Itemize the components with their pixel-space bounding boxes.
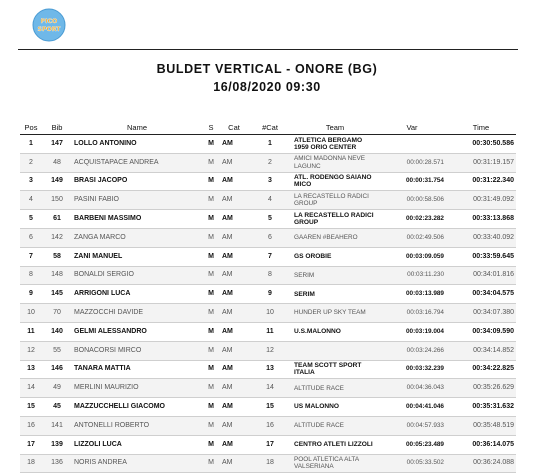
team-cell: AMICI MADONNA NEVE LAGUNC xyxy=(294,155,366,170)
gap-cell: 00:05:23.489 xyxy=(405,440,444,448)
table-row xyxy=(20,304,516,323)
sex-cell: M xyxy=(208,327,214,335)
category-rank-cell: 4 xyxy=(268,196,272,204)
category-rank-cell: 6 xyxy=(268,233,272,241)
table-row xyxy=(20,191,516,210)
athlete-name: ANTONELLI ROBERTO xyxy=(74,421,150,429)
bib-cell: 146 xyxy=(51,365,63,373)
athlete-name: LIZZOLI LUCA xyxy=(74,440,122,448)
time-cell: 00:31:22.340 xyxy=(472,177,514,185)
sex-cell: M xyxy=(208,384,214,392)
category-cell: AM xyxy=(222,290,233,298)
team-cell: CENTRO ATLETI LIZZOLI xyxy=(294,441,373,449)
team-cell: HUNDER UP SKY TEAM xyxy=(294,309,366,317)
position-cell: 18 xyxy=(27,459,35,467)
position-cell: 12 xyxy=(27,346,35,354)
team-cell: U.S.MALONNO xyxy=(294,328,341,336)
position-cell: 5 xyxy=(29,215,33,223)
time-cell: 00:35:31.632 xyxy=(472,403,514,411)
athlete-name: ACQUISTAPACE ANDREA xyxy=(74,158,159,166)
col-header-time: Time xyxy=(446,120,516,135)
time-cell: 00:34:14.852 xyxy=(473,346,514,354)
team-cell: LA RECASTELLO RADICI GROUP xyxy=(294,193,369,208)
gap-cell: 00:03:16.794 xyxy=(406,309,444,317)
athlete-name: BARBENI MASSIMO xyxy=(74,215,142,223)
gap-cell: 00:03:24.266 xyxy=(406,346,444,354)
category-rank-cell: 17 xyxy=(266,440,274,448)
gap-cell: 00:02:49.506 xyxy=(406,233,444,241)
category-cell: AM xyxy=(222,403,233,411)
team-cell: POOL ATLETICA ALTA VALSERIANA xyxy=(294,456,359,471)
gap-cell xyxy=(378,135,446,154)
athlete-name: ARRIGONI LUCA xyxy=(74,290,131,298)
sex-cell: M xyxy=(208,177,214,185)
time-cell: 00:36:24.088 xyxy=(473,459,514,467)
table-row xyxy=(20,398,516,417)
team-cell: GAAREN #BEAHERO xyxy=(294,234,358,242)
athlete-name: MAZZOCCHI DAVIDE xyxy=(74,309,144,317)
category-cell: AM xyxy=(222,327,233,335)
col-header-name: Name xyxy=(72,120,202,135)
page-title: BULDET VERTICAL - ONORE (BG) xyxy=(156,62,378,76)
category-cell: AM xyxy=(222,215,233,223)
time-cell: 00:31:19.157 xyxy=(473,158,514,166)
position-cell: 9 xyxy=(29,290,33,298)
bib-cell: 141 xyxy=(51,421,63,429)
position-cell: 8 xyxy=(29,271,33,279)
position-cell: 4 xyxy=(29,196,33,204)
time-cell: 00:33:40.092 xyxy=(473,233,514,241)
gap-cell: 00:04:36.043 xyxy=(406,384,444,392)
sex-cell: M xyxy=(208,309,214,317)
category-cell: AM xyxy=(222,271,233,279)
bib-cell: 55 xyxy=(53,346,61,354)
position-cell: 15 xyxy=(27,403,35,411)
gap-cell: 00:03:13.989 xyxy=(405,290,444,298)
category-rank-cell: 3 xyxy=(268,177,272,185)
bib-cell: 140 xyxy=(51,327,63,335)
table-row xyxy=(20,247,516,266)
category-rank-cell: 15 xyxy=(266,403,274,411)
position-cell: 10 xyxy=(27,309,35,317)
table-row xyxy=(20,360,516,379)
category-rank-cell: 1 xyxy=(268,139,272,147)
category-rank-cell: 18 xyxy=(266,459,274,467)
position-cell: 2 xyxy=(29,158,33,166)
gap-cell: 00:00:58.506 xyxy=(406,196,444,204)
bib-cell: 58 xyxy=(53,252,61,260)
sex-cell: M xyxy=(208,290,214,298)
category-rank-cell: 13 xyxy=(266,365,274,373)
event-datetime: 16/08/2020 09:30 xyxy=(213,80,321,94)
bib-cell: 61 xyxy=(53,215,61,223)
table-row xyxy=(20,210,516,229)
sex-cell: M xyxy=(208,365,214,373)
category-rank-cell: 12 xyxy=(266,346,274,354)
category-cell: AM xyxy=(222,384,233,392)
header-divider xyxy=(18,49,518,50)
table-row xyxy=(20,266,516,285)
category-rank-cell: 11 xyxy=(266,327,274,335)
gap-cell: 00:04:41.046 xyxy=(405,403,444,411)
position-cell: 6 xyxy=(29,233,33,241)
time-cell: 00:31:49.092 xyxy=(473,196,514,204)
time-cell: 00:34:07.380 xyxy=(473,309,514,317)
table-row xyxy=(20,228,516,247)
team-cell: SERIM xyxy=(294,271,315,279)
table-row xyxy=(20,341,516,360)
sex-cell: M xyxy=(208,139,214,147)
team-cell: GS OROBIE xyxy=(294,253,332,261)
team-cell: ATLETICA BERGAMO 1959 ORIO CENTER xyxy=(294,136,363,151)
athlete-name: BRASI JACOPO xyxy=(74,177,128,185)
sex-cell: M xyxy=(208,459,214,467)
category-rank-cell: 14 xyxy=(266,384,274,392)
category-cell: AM xyxy=(222,421,233,429)
category-rank-cell: 5 xyxy=(268,215,272,223)
col-header-team: Team xyxy=(292,120,378,135)
category-cell: AM xyxy=(222,158,233,166)
time-cell: 00:34:22.825 xyxy=(472,365,514,373)
category-cell: AM xyxy=(222,365,233,373)
table-row xyxy=(20,454,516,473)
category-cell: AM xyxy=(222,233,233,241)
athlete-name: GELMI ALESSANDRO xyxy=(74,327,147,335)
sex-cell: M xyxy=(208,233,214,241)
athlete-name: NORIS ANDREA xyxy=(74,459,127,467)
table-row xyxy=(20,153,516,172)
bib-cell: 149 xyxy=(51,177,63,185)
category-cell: AM xyxy=(222,252,233,260)
table-row xyxy=(20,379,516,398)
team-cell: SERIM xyxy=(294,290,315,298)
sex-cell: M xyxy=(208,403,214,411)
sex-cell: M xyxy=(208,421,214,429)
bib-cell: 139 xyxy=(51,440,63,448)
time-cell: 00:33:13.868 xyxy=(472,215,514,223)
results-table xyxy=(20,120,516,473)
col-header-bib: Bib xyxy=(42,120,72,135)
position-cell: 16 xyxy=(27,421,35,429)
category-rank-cell: 16 xyxy=(266,421,274,429)
bib-cell: 150 xyxy=(51,196,63,204)
position-cell: 7 xyxy=(29,252,33,260)
gap-cell: 00:05:33.502 xyxy=(406,459,444,467)
team-cell xyxy=(292,341,378,360)
bib-cell: 148 xyxy=(51,271,63,279)
athlete-name: TANARA MATTIA xyxy=(74,365,131,373)
position-cell: 11 xyxy=(27,327,35,335)
bib-cell: 48 xyxy=(53,158,61,166)
table-row xyxy=(20,435,516,454)
bib-cell: 145 xyxy=(51,290,63,298)
table-row xyxy=(20,285,516,304)
gap-cell: 00:04:57.933 xyxy=(406,421,444,429)
time-cell: 00:35:26.629 xyxy=(473,384,514,392)
category-rank-cell: 10 xyxy=(266,309,274,317)
gap-cell: 00:03:09.059 xyxy=(405,252,444,260)
position-cell: 3 xyxy=(29,177,33,185)
table-row xyxy=(20,172,516,191)
team-cell: ALTITUDE RACE xyxy=(294,384,344,392)
time-cell: 00:34:04.575 xyxy=(472,290,514,298)
sex-cell: M xyxy=(208,271,214,279)
category-cell: AM xyxy=(222,177,233,185)
bib-cell: 142 xyxy=(51,233,63,241)
time-cell: 00:34:01.816 xyxy=(473,271,514,279)
athlete-name: MAZZUCCHELLI GIACOMO xyxy=(74,403,165,411)
col-header-sex: S xyxy=(202,120,220,135)
sex-cell: M xyxy=(208,346,214,354)
bib-cell: 45 xyxy=(53,403,61,411)
gap-cell: 00:00:28.571 xyxy=(406,158,444,166)
athlete-name: ZANGA MARCO xyxy=(74,233,126,241)
position-cell: 13 xyxy=(27,365,35,373)
table-row xyxy=(20,135,516,154)
time-cell: 00:30:50.586 xyxy=(472,139,514,147)
team-cell: ATL. RODENGO SAIANO MICO xyxy=(294,174,372,189)
table-row xyxy=(20,416,516,435)
gap-cell: 00:02:23.282 xyxy=(405,215,444,223)
sex-cell: M xyxy=(208,440,214,448)
athlete-name: BONACORSI MIRCO xyxy=(74,346,142,354)
category-rank-cell: 2 xyxy=(268,158,272,166)
category-cell: AM xyxy=(222,346,233,354)
position-cell: 14 xyxy=(27,384,35,392)
bib-cell: 147 xyxy=(51,139,63,147)
col-header-cat-rank: #Cat xyxy=(248,120,292,135)
table-row xyxy=(20,322,516,341)
team-cell: US MALONNO xyxy=(294,403,340,411)
bib-cell: 70 xyxy=(53,309,61,317)
col-header-var: Var xyxy=(378,120,446,135)
team-cell: LA RECASTELLO RADICI GROUP xyxy=(294,211,374,227)
time-cell: 00:36:14.075 xyxy=(472,440,514,448)
athlete-name: ZANI MANUEL xyxy=(74,252,123,260)
position-cell: 17 xyxy=(27,440,35,448)
table-header-row xyxy=(20,120,516,135)
gap-cell: 00:03:32.239 xyxy=(405,365,444,373)
category-cell: AM xyxy=(222,196,233,204)
svg-text:PICO: PICO xyxy=(40,18,58,25)
col-header-cat: Cat xyxy=(220,120,248,135)
time-cell: 00:35:48.519 xyxy=(473,421,514,429)
category-cell: AM xyxy=(222,309,233,317)
sex-cell: M xyxy=(208,215,214,223)
team-cell: ALTITUDE RACE xyxy=(294,422,344,430)
sex-cell: M xyxy=(208,158,214,166)
category-cell: AM xyxy=(222,139,233,147)
position-cell: 1 xyxy=(29,139,33,147)
pico-sport-logo-icon xyxy=(31,8,67,42)
category-rank-cell: 9 xyxy=(268,290,272,298)
bib-cell: 136 xyxy=(51,459,63,467)
sex-cell: M xyxy=(208,196,214,204)
team-cell: TEAM SCOTT SPORT ITALIA xyxy=(294,362,362,377)
athlete-name: PASINI FABIO xyxy=(74,196,119,204)
category-cell: AM xyxy=(222,440,233,448)
category-cell: AM xyxy=(222,459,233,467)
category-rank-cell: 7 xyxy=(268,252,272,260)
gap-cell: 00:03:19.004 xyxy=(405,327,444,335)
category-rank-cell: 8 xyxy=(268,271,272,279)
bib-cell: 49 xyxy=(53,384,61,392)
time-cell: 00:34:09.590 xyxy=(472,327,514,335)
athlete-name: LOLLO ANTONINO xyxy=(74,139,137,147)
col-header-pos: Pos xyxy=(20,120,42,135)
gap-cell: 00:00:31.754 xyxy=(405,177,444,185)
sex-cell: M xyxy=(208,252,214,260)
svg-text:SPORT: SPORT xyxy=(37,26,61,33)
time-cell: 00:33:59.645 xyxy=(472,252,514,260)
gap-cell: 00:03:11.230 xyxy=(407,271,444,279)
athlete-name: BONALDI SERGIO xyxy=(74,271,134,279)
athlete-name: MERLINI MAURIZIO xyxy=(74,384,139,392)
